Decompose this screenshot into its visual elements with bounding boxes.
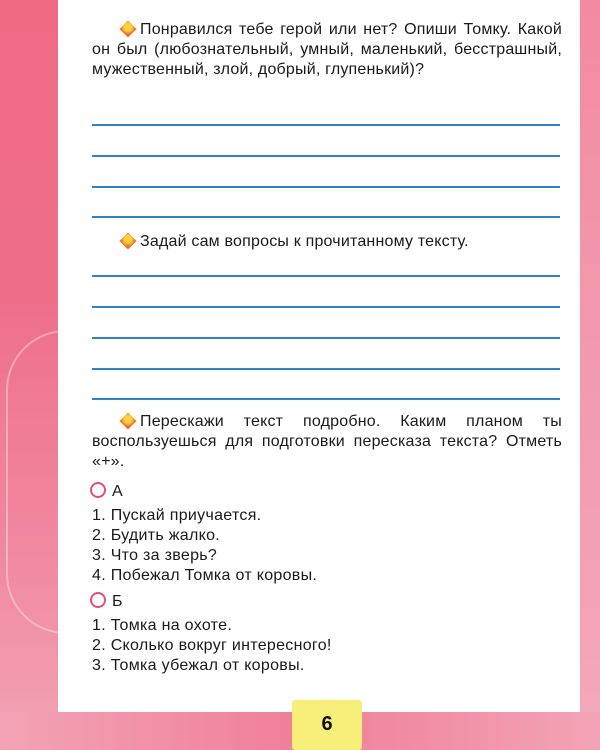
task-3-text: Перескажи текст подробно. Каким планом ты воспользуешься для подготовки пересказа текста? Отметь «+». xyxy=(92,413,562,470)
answer-line[interactable] xyxy=(92,155,560,157)
plan-a-label: А xyxy=(112,483,123,500)
plan-a-list xyxy=(92,506,317,586)
answer-line[interactable] xyxy=(92,337,560,339)
workbook-page xyxy=(58,0,580,712)
list-item: 1. Томка на охоте. xyxy=(92,617,233,634)
page-number: 6 xyxy=(292,700,362,750)
task-3 xyxy=(92,412,562,472)
list-item: 4. Побежал Томка от коровы. xyxy=(92,567,318,584)
answer-line[interactable] xyxy=(92,124,560,126)
list-item: 3. Что за зверь? xyxy=(92,547,218,564)
plan-b-list xyxy=(92,616,332,676)
radio-circle-icon[interactable] xyxy=(90,592,106,608)
task-1 xyxy=(92,20,562,80)
task-1-text: Понравился тебе герой или нет? Опиши Томку. Какой он был (любознательный, умный, маленький, бесстрашный, мужественный, злой, добрый, глупенький)? xyxy=(92,21,562,78)
answer-line[interactable] xyxy=(92,306,560,308)
answer-line[interactable] xyxy=(92,186,560,188)
diamond-bullet-icon xyxy=(120,413,137,430)
list-item: 3. Томка убежал от коровы. xyxy=(92,657,305,674)
answer-line[interactable] xyxy=(92,275,560,277)
pink-frame-right xyxy=(580,0,600,750)
plan-b-label: Б xyxy=(112,593,123,610)
list-item: 1. Пускай приучается. xyxy=(92,507,262,524)
plan-a-option[interactable] xyxy=(90,482,123,502)
task-2-text: Задай сам вопросы к прочитанному тексту. xyxy=(140,233,469,250)
diamond-bullet-icon xyxy=(120,21,137,38)
answer-line[interactable] xyxy=(92,398,560,400)
answer-line[interactable] xyxy=(92,216,560,218)
diamond-bullet-icon xyxy=(120,233,137,250)
list-item: 2. Будить жалко. xyxy=(92,527,221,544)
plan-b-option[interactable] xyxy=(90,592,123,612)
answer-line[interactable] xyxy=(92,368,560,370)
radio-circle-icon[interactable] xyxy=(90,482,106,498)
list-item: 2. Сколько вокруг интересного! xyxy=(92,637,332,654)
task-2 xyxy=(92,232,562,252)
